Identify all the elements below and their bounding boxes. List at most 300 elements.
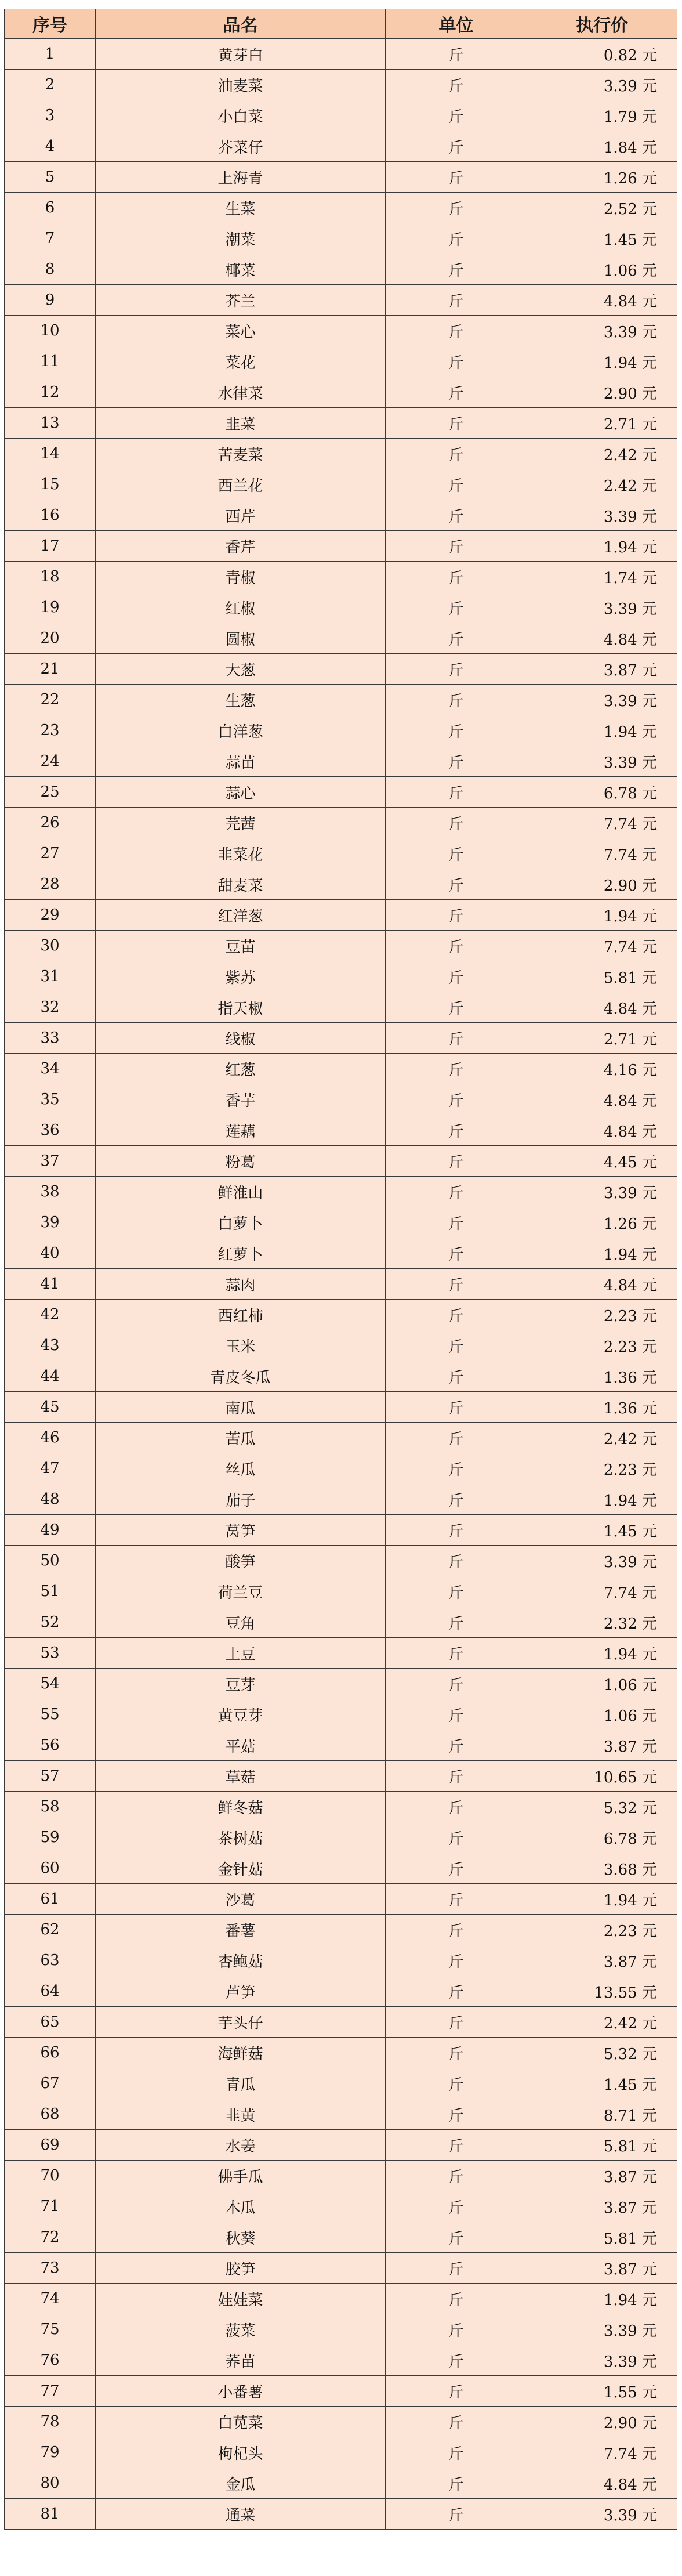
price-cell: 1.55 元 xyxy=(527,2376,677,2407)
item-name: 佛手瓜 xyxy=(96,2161,386,2191)
item-name: 荷兰豆 xyxy=(96,1576,386,1607)
row-number: 61 xyxy=(5,1884,96,1915)
unit-cell: 斤 xyxy=(386,2376,527,2407)
table-row xyxy=(5,562,677,592)
item-name: 金针菇 xyxy=(96,1853,386,1884)
row-number: 56 xyxy=(5,1730,96,1761)
row-number: 65 xyxy=(5,2007,96,2038)
price-cell: 5.32 元 xyxy=(527,1792,677,1822)
unit-cell: 斤 xyxy=(386,2437,527,2468)
table-row xyxy=(5,408,677,439)
table-row xyxy=(5,2468,677,2499)
table-row xyxy=(5,1761,677,1792)
row-number: 13 xyxy=(5,408,96,439)
unit-cell: 斤 xyxy=(386,592,527,623)
item-name: 水姜 xyxy=(96,2130,386,2161)
table-row xyxy=(5,2038,677,2068)
item-name: 豆芽 xyxy=(96,1669,386,1699)
table-row xyxy=(5,685,677,715)
table-row xyxy=(5,1423,677,1453)
item-name: 玉米 xyxy=(96,1330,386,1361)
item-name: 土豆 xyxy=(96,1638,386,1669)
item-name: 荞苗 xyxy=(96,2345,386,2376)
row-number: 2 xyxy=(5,70,96,100)
item-name: 韭黄 xyxy=(96,2099,386,2130)
unit-cell: 斤 xyxy=(386,2468,527,2499)
unit-cell: 斤 xyxy=(386,2284,527,2314)
row-number: 43 xyxy=(5,1330,96,1361)
table-row xyxy=(5,2437,677,2468)
unit-cell: 斤 xyxy=(386,408,527,439)
item-name: 圆椒 xyxy=(96,623,386,654)
row-number: 77 xyxy=(5,2376,96,2407)
item-name: 小白菜 xyxy=(96,100,386,131)
table-row xyxy=(5,2068,677,2099)
table-row xyxy=(5,1638,677,1669)
item-name: 黄豆芽 xyxy=(96,1699,386,1730)
unit-cell: 斤 xyxy=(386,992,527,1023)
price-cell: 3.87 元 xyxy=(527,2191,677,2222)
table-row xyxy=(5,838,677,869)
table-row xyxy=(5,1792,677,1822)
table-row xyxy=(5,439,677,469)
unit-cell: 斤 xyxy=(386,1515,527,1546)
row-number: 44 xyxy=(5,1361,96,1392)
unit-cell: 斤 xyxy=(386,900,527,931)
unit-cell: 斤 xyxy=(386,2345,527,2376)
unit-cell: 斤 xyxy=(386,2099,527,2130)
table-row xyxy=(5,715,677,746)
item-name: 大葱 xyxy=(96,654,386,685)
price-cell: 4.84 元 xyxy=(527,1269,677,1300)
unit-cell: 斤 xyxy=(386,1730,527,1761)
item-name: 西兰花 xyxy=(96,469,386,500)
unit-cell: 斤 xyxy=(386,1115,527,1146)
price-cell: 13.55 元 xyxy=(527,1976,677,2007)
price-cell: 3.39 元 xyxy=(527,500,677,531)
price-cell: 3.87 元 xyxy=(527,2161,677,2191)
table-row xyxy=(5,316,677,346)
price-cell: 4.16 元 xyxy=(527,1054,677,1084)
table-row xyxy=(5,1669,677,1699)
price-cell: 3.68 元 xyxy=(527,1853,677,1884)
unit-cell: 斤 xyxy=(386,715,527,746)
header-no: 序号 xyxy=(5,9,96,39)
row-number: 79 xyxy=(5,2437,96,2468)
price-cell: 1.94 元 xyxy=(527,1884,677,1915)
unit-cell: 斤 xyxy=(386,562,527,592)
row-number: 64 xyxy=(5,1976,96,2007)
unit-cell: 斤 xyxy=(386,623,527,654)
row-number: 26 xyxy=(5,808,96,838)
price-cell: 4.84 元 xyxy=(527,623,677,654)
unit-cell: 斤 xyxy=(386,500,527,531)
unit-cell: 斤 xyxy=(386,1822,527,1853)
row-number: 32 xyxy=(5,992,96,1023)
price-cell: 3.39 元 xyxy=(527,316,677,346)
price-cell: 6.78 元 xyxy=(527,777,677,808)
unit-cell: 斤 xyxy=(386,1576,527,1607)
table-row xyxy=(5,2376,677,2407)
row-number: 37 xyxy=(5,1146,96,1177)
header-name: 品名 xyxy=(96,9,386,39)
table-row xyxy=(5,1822,677,1853)
price-cell: 1.06 元 xyxy=(527,1669,677,1699)
row-number: 36 xyxy=(5,1115,96,1146)
table-row xyxy=(5,1607,677,1638)
item-name: 丝瓜 xyxy=(96,1453,386,1484)
price-cell: 7.74 元 xyxy=(527,2437,677,2468)
unit-cell: 斤 xyxy=(386,223,527,254)
row-number: 31 xyxy=(5,961,96,992)
table-row xyxy=(5,1699,677,1730)
table-row xyxy=(5,2161,677,2191)
row-number: 12 xyxy=(5,377,96,408)
unit-cell: 斤 xyxy=(386,1638,527,1669)
row-number: 50 xyxy=(5,1546,96,1576)
row-number: 68 xyxy=(5,2099,96,2130)
unit-cell: 斤 xyxy=(386,2007,527,2038)
row-number: 30 xyxy=(5,931,96,961)
unit-cell: 斤 xyxy=(386,346,527,377)
item-name: 香芹 xyxy=(96,531,386,562)
price-cell: 7.74 元 xyxy=(527,931,677,961)
unit-cell: 斤 xyxy=(386,1945,527,1976)
row-number: 69 xyxy=(5,2130,96,2161)
table-row xyxy=(5,900,677,931)
table-row xyxy=(5,254,677,285)
price-cell: 1.74 元 xyxy=(527,562,677,592)
row-number: 1 xyxy=(5,39,96,70)
unit-cell: 斤 xyxy=(386,2222,527,2253)
table-row xyxy=(5,469,677,500)
unit-cell: 斤 xyxy=(386,162,527,193)
row-number: 6 xyxy=(5,193,96,223)
price-cell: 1.94 元 xyxy=(527,1638,677,1669)
price-cell: 10.65 元 xyxy=(527,1761,677,1792)
item-name: 莴笋 xyxy=(96,1515,386,1546)
item-name: 枸杞头 xyxy=(96,2437,386,2468)
header-price: 执行价 xyxy=(527,9,677,39)
item-name: 小番薯 xyxy=(96,2376,386,2407)
unit-cell: 斤 xyxy=(386,2038,527,2068)
price-cell: 2.23 元 xyxy=(527,1300,677,1330)
price-cell: 2.90 元 xyxy=(527,869,677,900)
item-name: 青椒 xyxy=(96,562,386,592)
item-name: 茶树菇 xyxy=(96,1822,386,1853)
row-number: 59 xyxy=(5,1822,96,1853)
row-number: 15 xyxy=(5,469,96,500)
item-name: 粉葛 xyxy=(96,1146,386,1177)
unit-cell: 斤 xyxy=(386,254,527,285)
item-name: 平菇 xyxy=(96,1730,386,1761)
row-number: 39 xyxy=(5,1207,96,1238)
row-number: 3 xyxy=(5,100,96,131)
table-row xyxy=(5,592,677,623)
price-cell: 3.39 元 xyxy=(527,2345,677,2376)
price-cell: 1.94 元 xyxy=(527,2284,677,2314)
unit-cell: 斤 xyxy=(386,2130,527,2161)
table-row xyxy=(5,1361,677,1392)
item-name: 莲藕 xyxy=(96,1115,386,1146)
unit-cell: 斤 xyxy=(386,39,527,70)
price-cell: 3.39 元 xyxy=(527,1546,677,1576)
unit-cell: 斤 xyxy=(386,838,527,869)
table-row xyxy=(5,1084,677,1115)
unit-cell: 斤 xyxy=(386,961,527,992)
unit-cell: 斤 xyxy=(386,439,527,469)
row-number: 23 xyxy=(5,715,96,746)
unit-cell: 斤 xyxy=(386,1269,527,1300)
row-number: 19 xyxy=(5,592,96,623)
table-row xyxy=(5,2314,677,2345)
table-row xyxy=(5,1300,677,1330)
table-row xyxy=(5,2007,677,2038)
table-row xyxy=(5,1392,677,1423)
row-number: 5 xyxy=(5,162,96,193)
row-number: 22 xyxy=(5,685,96,715)
item-name: 草菇 xyxy=(96,1761,386,1792)
row-number: 63 xyxy=(5,1945,96,1976)
row-number: 75 xyxy=(5,2314,96,2345)
row-number: 28 xyxy=(5,869,96,900)
price-cell: 2.23 元 xyxy=(527,1915,677,1945)
item-name: 西红柿 xyxy=(96,1300,386,1330)
row-number: 76 xyxy=(5,2345,96,2376)
unit-cell: 斤 xyxy=(386,70,527,100)
unit-cell: 斤 xyxy=(386,1238,527,1269)
price-cell: 1.94 元 xyxy=(527,346,677,377)
row-number: 74 xyxy=(5,2284,96,2314)
row-number: 29 xyxy=(5,900,96,931)
price-cell: 5.81 元 xyxy=(527,961,677,992)
item-name: 蒜肉 xyxy=(96,1269,386,1300)
row-number: 20 xyxy=(5,623,96,654)
item-name: 金瓜 xyxy=(96,2468,386,2499)
item-name: 红椒 xyxy=(96,592,386,623)
table-row xyxy=(5,100,677,131)
table-row xyxy=(5,1915,677,1945)
unit-cell: 斤 xyxy=(386,1330,527,1361)
item-name: 黄芽白 xyxy=(96,39,386,70)
row-number: 81 xyxy=(5,2499,96,2530)
item-name: 秋葵 xyxy=(96,2222,386,2253)
table-row xyxy=(5,777,677,808)
price-cell: 2.90 元 xyxy=(527,377,677,408)
unit-cell: 斤 xyxy=(386,1392,527,1423)
row-number: 40 xyxy=(5,1238,96,1269)
table-row xyxy=(5,131,677,162)
price-cell: 2.23 元 xyxy=(527,1453,677,1484)
unit-cell: 斤 xyxy=(386,1423,527,1453)
item-name: 酸笋 xyxy=(96,1546,386,1576)
item-name: 苦瓜 xyxy=(96,1423,386,1453)
unit-cell: 斤 xyxy=(386,377,527,408)
unit-cell: 斤 xyxy=(386,1023,527,1054)
item-name: 蒜苗 xyxy=(96,746,386,777)
price-cell: 1.36 元 xyxy=(527,1361,677,1392)
unit-cell: 斤 xyxy=(386,2068,527,2099)
price-cell: 4.84 元 xyxy=(527,2468,677,2499)
item-name: 青瓜 xyxy=(96,2068,386,2099)
row-number: 58 xyxy=(5,1792,96,1822)
row-number: 73 xyxy=(5,2253,96,2284)
table-row xyxy=(5,2499,677,2530)
item-name: 木瓜 xyxy=(96,2191,386,2222)
price-cell: 7.74 元 xyxy=(527,808,677,838)
unit-cell: 斤 xyxy=(386,1453,527,1484)
row-number: 16 xyxy=(5,500,96,531)
unit-cell: 斤 xyxy=(386,100,527,131)
price-cell: 3.87 元 xyxy=(527,1945,677,1976)
price-cell: 2.32 元 xyxy=(527,1607,677,1638)
item-name: 芥兰 xyxy=(96,285,386,316)
table-row xyxy=(5,1269,677,1300)
unit-cell: 斤 xyxy=(386,1084,527,1115)
unit-cell: 斤 xyxy=(386,1884,527,1915)
item-name: 通菜 xyxy=(96,2499,386,2530)
row-number: 62 xyxy=(5,1915,96,1945)
table-row xyxy=(5,654,677,685)
price-cell: 4.84 元 xyxy=(527,1115,677,1146)
price-cell: 3.39 元 xyxy=(527,1177,677,1207)
table-row xyxy=(5,1576,677,1607)
table-row xyxy=(5,1853,677,1884)
item-name: 菜心 xyxy=(96,316,386,346)
table-row xyxy=(5,1023,677,1054)
price-cell: 3.87 元 xyxy=(527,1730,677,1761)
unit-cell: 斤 xyxy=(386,1207,527,1238)
row-number: 38 xyxy=(5,1177,96,1207)
table-row xyxy=(5,2253,677,2284)
row-number: 11 xyxy=(5,346,96,377)
row-number: 8 xyxy=(5,254,96,285)
item-name: 红葱 xyxy=(96,1054,386,1084)
item-name: 白苋菜 xyxy=(96,2407,386,2437)
row-number: 18 xyxy=(5,562,96,592)
price-cell: 1.94 元 xyxy=(527,531,677,562)
item-name: 芫茜 xyxy=(96,808,386,838)
unit-cell: 斤 xyxy=(386,1853,527,1884)
unit-cell: 斤 xyxy=(386,285,527,316)
item-name: 韭菜花 xyxy=(96,838,386,869)
table-row xyxy=(5,1207,677,1238)
item-name: 生菜 xyxy=(96,193,386,223)
price-cell: 3.39 元 xyxy=(527,592,677,623)
table-row xyxy=(5,2130,677,2161)
unit-cell: 斤 xyxy=(386,1792,527,1822)
table-row xyxy=(5,1546,677,1576)
table-row xyxy=(5,2222,677,2253)
unit-cell: 斤 xyxy=(386,2191,527,2222)
row-number: 80 xyxy=(5,2468,96,2499)
table-row xyxy=(5,623,677,654)
item-name: 油麦菜 xyxy=(96,70,386,100)
row-number: 27 xyxy=(5,838,96,869)
unit-cell: 斤 xyxy=(386,654,527,685)
price-cell: 3.39 元 xyxy=(527,2314,677,2345)
table-row xyxy=(5,961,677,992)
price-cell: 2.90 元 xyxy=(527,2407,677,2437)
unit-cell: 斤 xyxy=(386,1699,527,1730)
row-number: 67 xyxy=(5,2068,96,2099)
table-row xyxy=(5,869,677,900)
table-row xyxy=(5,2345,677,2376)
item-name: 芦笋 xyxy=(96,1976,386,2007)
unit-cell: 斤 xyxy=(386,1300,527,1330)
table-row xyxy=(5,931,677,961)
item-name: 韭菜 xyxy=(96,408,386,439)
unit-cell: 斤 xyxy=(386,1054,527,1084)
price-cell: 1.94 元 xyxy=(527,1484,677,1515)
unit-cell: 斤 xyxy=(386,1546,527,1576)
row-number: 55 xyxy=(5,1699,96,1730)
unit-cell: 斤 xyxy=(386,2499,527,2530)
price-cell: 1.45 元 xyxy=(527,1515,677,1546)
item-name: 胶笋 xyxy=(96,2253,386,2284)
price-cell: 5.81 元 xyxy=(527,2222,677,2253)
price-cell: 1.26 元 xyxy=(527,162,677,193)
unit-cell: 斤 xyxy=(386,1607,527,1638)
row-number: 34 xyxy=(5,1054,96,1084)
header-unit: 单位 xyxy=(386,9,527,39)
item-name: 芥菜仔 xyxy=(96,131,386,162)
unit-cell: 斤 xyxy=(386,808,527,838)
price-cell: 4.84 元 xyxy=(527,1084,677,1115)
item-name: 鲜淮山 xyxy=(96,1177,386,1207)
price-cell: 1.06 元 xyxy=(527,1699,677,1730)
table-row xyxy=(5,746,677,777)
unit-cell: 斤 xyxy=(386,1915,527,1945)
row-number: 35 xyxy=(5,1084,96,1115)
row-number: 78 xyxy=(5,2407,96,2437)
item-name: 芋头仔 xyxy=(96,2007,386,2038)
row-number: 10 xyxy=(5,316,96,346)
price-cell: 1.84 元 xyxy=(527,131,677,162)
item-name: 紫苏 xyxy=(96,961,386,992)
row-number: 66 xyxy=(5,2038,96,2068)
table-row xyxy=(5,500,677,531)
table-row xyxy=(5,377,677,408)
unit-cell: 斤 xyxy=(386,469,527,500)
price-cell: 2.42 元 xyxy=(527,439,677,469)
item-name: 线椒 xyxy=(96,1023,386,1054)
unit-cell: 斤 xyxy=(386,2407,527,2437)
price-cell: 1.94 元 xyxy=(527,715,677,746)
unit-cell: 斤 xyxy=(386,531,527,562)
item-name: 娃娃菜 xyxy=(96,2284,386,2314)
table-row xyxy=(5,992,677,1023)
price-cell: 3.39 元 xyxy=(527,70,677,100)
price-cell: 1.79 元 xyxy=(527,100,677,131)
price-cell: 4.45 元 xyxy=(527,1146,677,1177)
row-number: 9 xyxy=(5,285,96,316)
table-row xyxy=(5,531,677,562)
unit-cell: 斤 xyxy=(386,1146,527,1177)
unit-cell: 斤 xyxy=(386,869,527,900)
item-name: 甜麦菜 xyxy=(96,869,386,900)
row-number: 4 xyxy=(5,131,96,162)
row-number: 70 xyxy=(5,2161,96,2191)
unit-cell: 斤 xyxy=(386,1177,527,1207)
table-row xyxy=(5,1238,677,1269)
unit-cell: 斤 xyxy=(386,1761,527,1792)
price-cell: 0.82 元 xyxy=(527,39,677,70)
item-name: 水律菜 xyxy=(96,377,386,408)
table-row xyxy=(5,2191,677,2222)
price-cell: 2.23 元 xyxy=(527,1330,677,1361)
price-cell: 1.26 元 xyxy=(527,1207,677,1238)
